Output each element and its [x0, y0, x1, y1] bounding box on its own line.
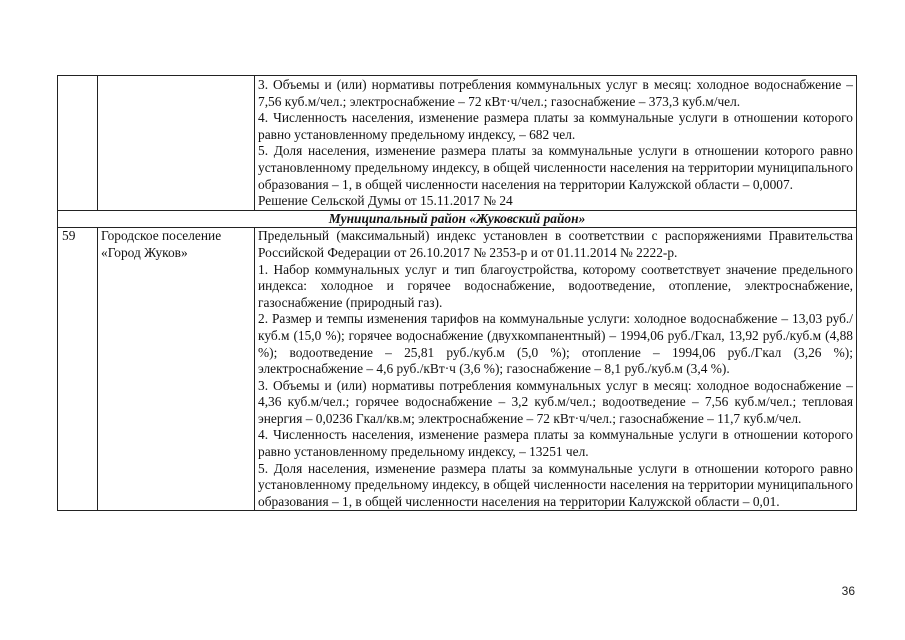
paragraph: 5. Доля населения, изменение размера платы за коммунальные услуги в отношении которого равно установленному предельному индексу, в общей численности населения на территории муниципального образования – 1, в общей численности населения на территории Калужской области – 0,01.	[258, 460, 853, 509]
row-number-cell: 59	[58, 228, 98, 511]
section-header-row	[58, 210, 857, 228]
municipality-name-cell: Городское поселение «Город Жуков»	[98, 228, 255, 511]
row-number-cell	[58, 76, 98, 211]
municipality-name-cell	[98, 76, 255, 211]
paragraph: 1. Набор коммунальных услуг и тип благоустройства, которому соответствует значение предельного индекса: холодное и горячее водоснабжение, водоотведение, отопление, электроснабжение, газоснабжение (природный газ).	[258, 261, 853, 310]
table-row	[58, 76, 857, 211]
paragraph: 2. Размер и темпы изменения тарифов на коммунальные услуги: холодное водоснабжение – 13,03 руб./куб.м (15,0 %); горячее водоснабжение (двухкомпанентный) – 1994,06 руб./Гкал, 13,92 руб./куб.м (4,88 %); водоотведение – 25,81 руб./куб.м (5,0 %); отопление – 1994,06 руб./Гкал (3,26 %); электроснабжение – 4,6 руб./кВт·ч (3,6 %); газоснабжение – 8,1 руб./куб.м (3,4 %).	[258, 311, 853, 377]
paragraph: Решение Сельской Думы от 15.11.2017 № 24	[258, 193, 513, 209]
description-cell	[255, 76, 857, 211]
paragraph: 5. Доля населения, изменение размера платы за коммунальные услуги в отношении которого равно установленному предельному индексу, в общей численности населения на территории муниципального образования – 1, в общей численности населения на территории Калужской области – 0,0007.	[258, 143, 853, 192]
tariff-table	[57, 75, 857, 511]
paragraph: 4. Численность населения, изменение размера платы за коммунальные услуги в отношении которого равно установленному предельному индексу, – 682 чел.	[258, 110, 853, 142]
table-row	[58, 228, 857, 511]
paragraph: 3. Объемы и (или) нормативы потребления коммунальных услуг в месяц: холодное водоснабжение – 4,36 куб.м/чел.; горячее водоснабжение – 3,2 куб.м/чел.; водоотведение – 7,56 куб.м/чел.; тепловая энергия – 0,0236 Гкал/кв.м; электроснабжение – 72 кВт·ч/чел.; газоснабжение – 11,7 куб.м/чел.	[258, 377, 853, 426]
description-cell	[255, 228, 857, 511]
paragraph: Предельный (максимальный) индекс установлен в соответствии с распоряжениями Правительства Российской Федерации от 26.10.2017 № 2353-р и от 01.11.2014 № 2222-р.	[258, 228, 853, 260]
paragraph: 3. Объемы и (или) нормативы потребления коммунальных услуг в месяц: холодное водоснабжение – 7,56 куб.м/чел.; электроснабжение – 72 кВт·ч/чел.; газоснабжение – 373,3 куб.м/чел.	[258, 77, 853, 109]
section-header: Муниципальный район «Жуковский район»	[58, 210, 857, 228]
paragraph: 4. Численность населения, изменение размера платы за коммунальные услуги в отношении которого равно установленному предельному индексу, – 13251 чел.	[258, 427, 853, 460]
page-number: 36	[841, 584, 855, 598]
